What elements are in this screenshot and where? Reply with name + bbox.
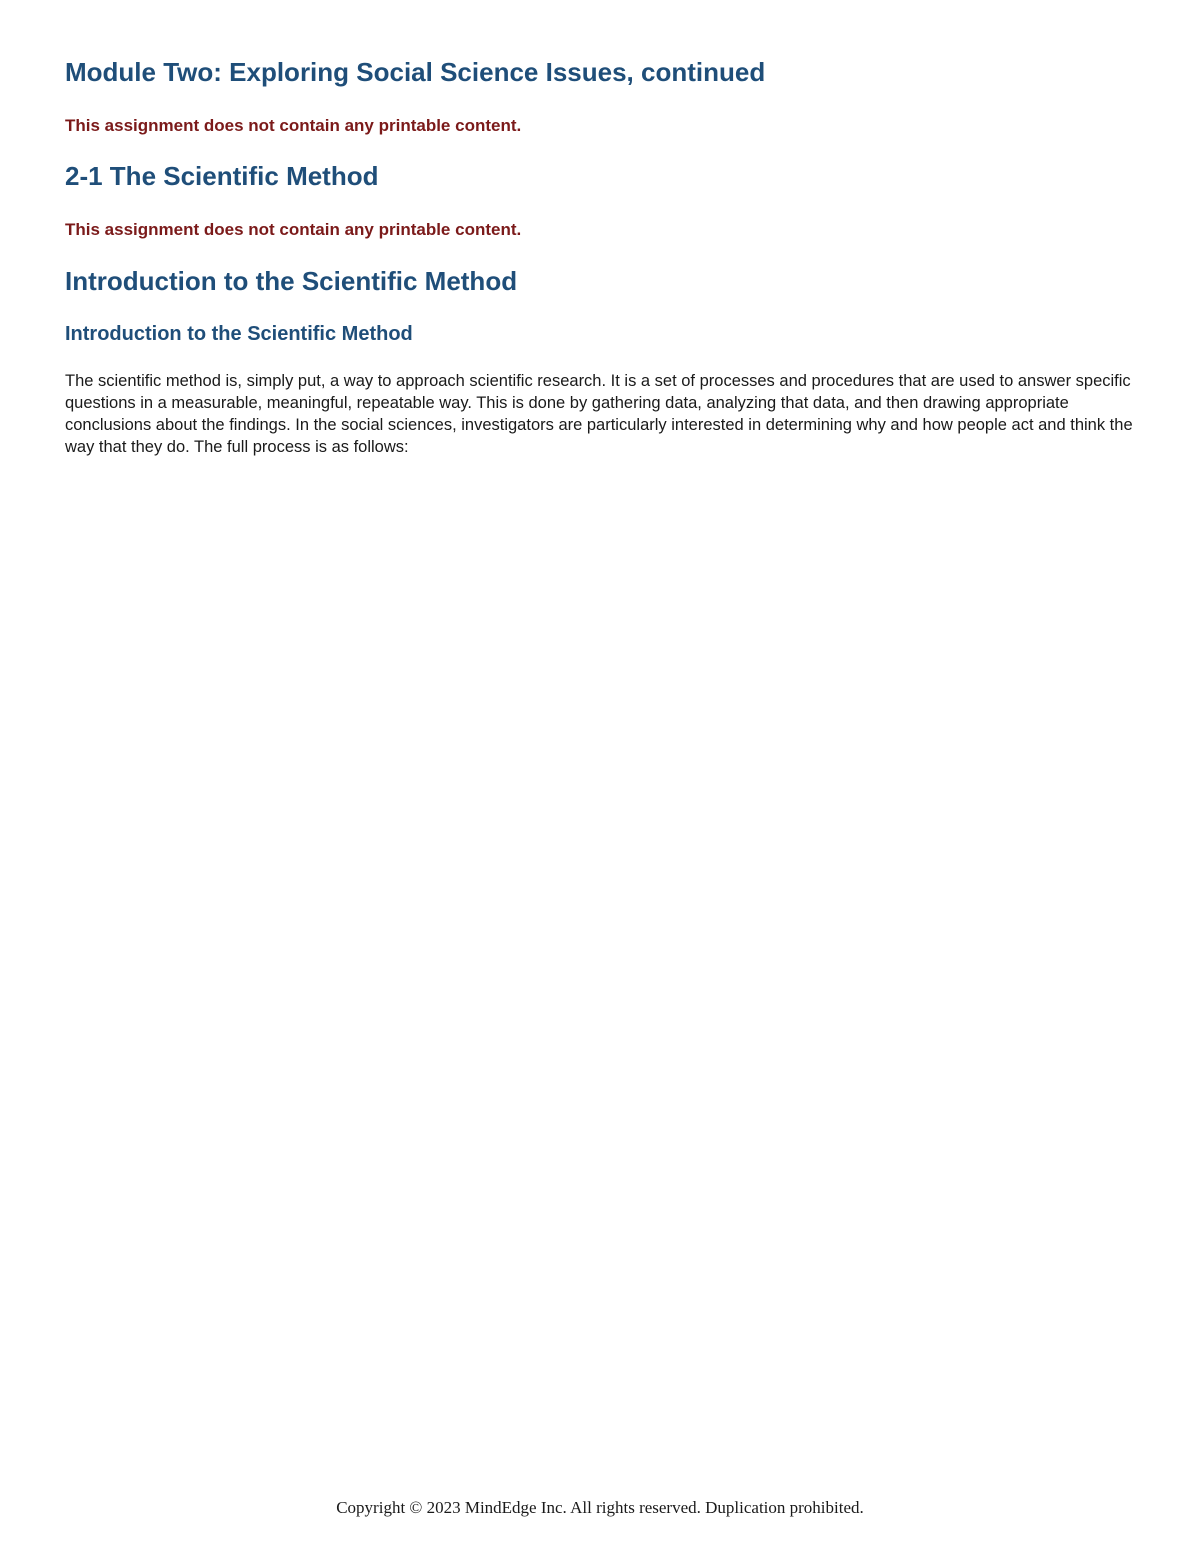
section-heading: 2-1 The Scientific Method [65, 161, 379, 191]
module-heading: Module Two: Exploring Social Science Issues, continued [65, 57, 766, 87]
intro-paragraph: The scientific method is, simply put, a way to approach scientific research. It is a set of processes and procedures that are used to answer specific questions in a measurable, meaningful, repeatable way. This is done by gathering data, analyzing that data, and then drawing appropriate conclusions about the findings. In the social sciences, investigators are particularly interested in determining why and how people act and think the way that they do. The full process is as follows: [65, 372, 1133, 456]
intro-heading: Introduction to the Scientific Method [65, 266, 518, 296]
section-notice: This assignment does not contain any printable content. [65, 220, 522, 239]
copyright-footer: Copyright © 2023 MindEdge Inc. All rights reserved. Duplication prohibited. [336, 1498, 864, 1517]
intro-subheading: Introduction to the Scientific Method [65, 323, 413, 345]
module-notice: This assignment does not contain any printable content. [65, 116, 522, 135]
